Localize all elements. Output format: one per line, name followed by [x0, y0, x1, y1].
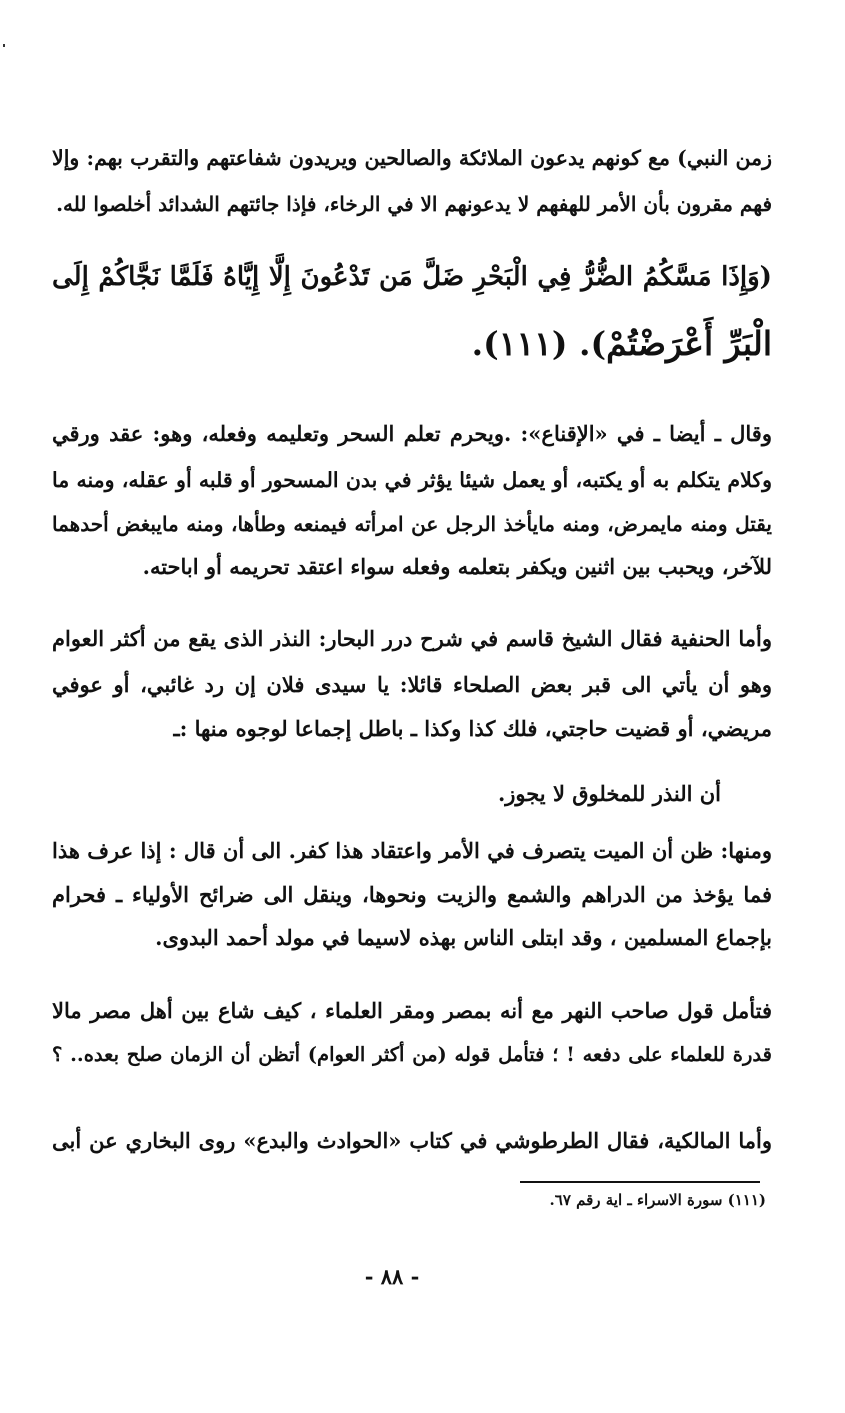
text-line: وكلام يتكلم به أو يكتبه، أو يعمل شيئا يؤثر في بدن المسحور أو قلبه أو عقله، ومنه ما	[52, 468, 772, 492]
text-line: للآخر، ويحبب بين اثنين ويكفر بتعلمه وفعله سواء اعتقد تحريمه أو اباحته.	[142, 554, 772, 579]
text-line: وأما المالكية، فقال الطرطوشي في كتاب «الحوادث والبدع» روى البخاري عن أبى	[52, 1128, 772, 1153]
text-line: وهو أن يأتي الى قبر بعض الصلحاء قائلا: يا سيدى فلان إن رد غائبي، أو عوفي	[52, 672, 772, 697]
text-line: قدرة للعلماء على دفعه ! ؛ فتأمل قوله (من أكثر العوام) أتظن أن الزمان صلح بعده.. ؟	[52, 1043, 772, 1066]
footnote-divider	[520, 1181, 760, 1183]
text-line: أن النذر للمخلوق لا يجوز.	[497, 781, 721, 806]
text-line: مريضي، أو قضيت حاجتي، فلك كذا وكذا ـ باطل إجماعا لوجوه منها :ـ	[173, 716, 772, 741]
text-line: وأما الحنفية فقال الشيخ قاسم في شرح درر البحار: النذر الذى يقع من أكثر العوام	[52, 626, 772, 651]
page-number: - ٨٨ -	[364, 1264, 420, 1289]
text-line: بإجماع المسلمين ، وقد ابتلى الناس بهذه لاسيما في مولد أحمد البدوى.	[155, 925, 772, 950]
footnote: (١١١) سورة الاسراء ـ اية رقم ٦٧.	[549, 1191, 766, 1209]
text-line: وقال ـ أيضا ـ في «الإقناع»: .ويحرم تعلم السحر وتعليمه وفعله، وهو: عقد ورقي	[52, 421, 772, 446]
quran-verse-line: الْبَرِّ أَعْرَضْتُمْ). (١١١).	[471, 324, 772, 363]
text-line: ومنها: ظن أن الميت يتصرف في الأمر واعتقاد هذا كفر. الى أن قال : إذا عرف هذا	[52, 838, 772, 863]
text-line: فتأمل قول صاحب النهر مع أنه بمصر ومقر العلماء ، كيف شاع بين أهل مصر مالا	[52, 998, 772, 1023]
scan-speck	[3, 44, 5, 47]
quran-verse-line: (وَإِذَا مَسَّكُمُ الضُّرُّ فِي الْبَحْرِ ضَلَّ مَن تَدْعُونَ إِلَّا إِيَّاهُ فَلَمَّا نَجَّاكُمْ إِلَى	[52, 262, 772, 292]
text-line: يقتل ومنه مايمرض، ومنه مايأخذ الرجل عن امرأته فيمنعه وطأها، ومنه مايبغض أحدهما	[52, 512, 772, 536]
text-line: فهم مقرون بأن الأمر للهفهم لا يدعونهم الا في الرخاء، فإذا جائتهم الشدائد أخلصوا لله.	[56, 192, 772, 216]
text-line: زمن النبي) مع كونهم يدعون الملائكة والصالحين ويريدون شفاعتهم والتقرب بهم: وإلا	[52, 146, 772, 170]
text-line: فما يؤخذ من الدراهم والشمع والزيت ونحوها، وينقل الى ضرائح الأولياء ـ فحرام	[52, 882, 772, 907]
